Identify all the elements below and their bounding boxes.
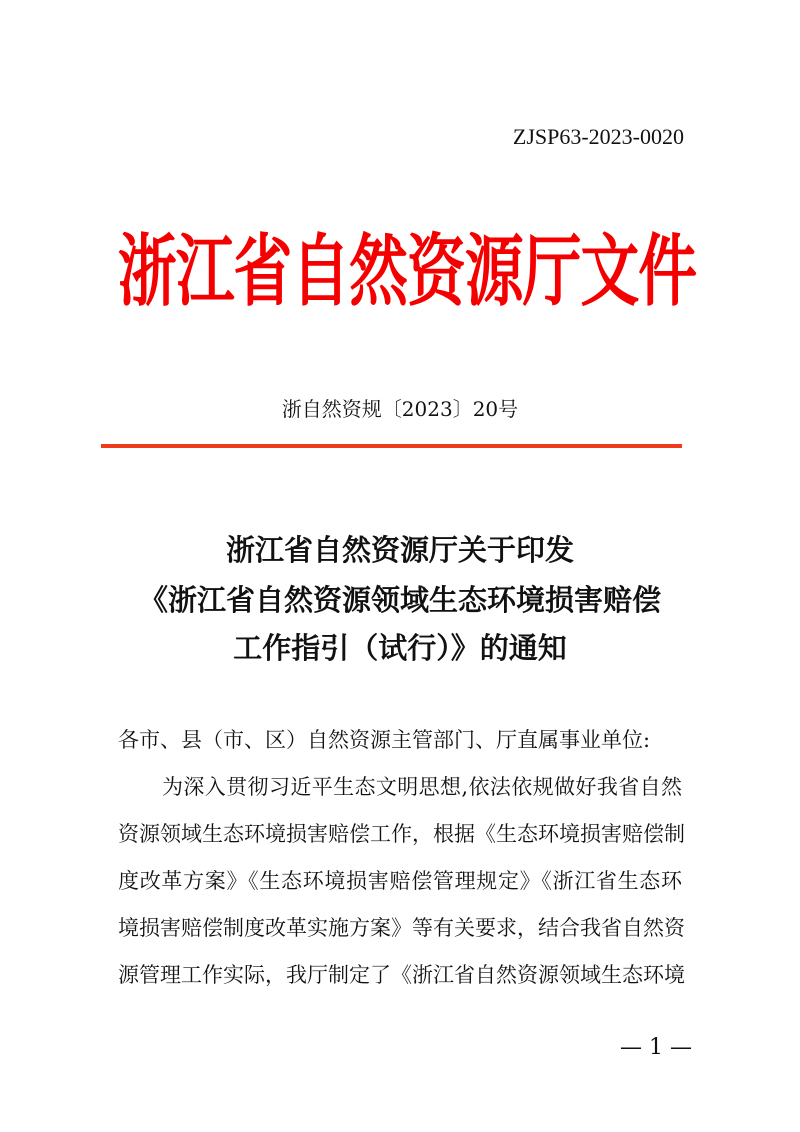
- page-number: — 1 —: [620, 1035, 692, 1060]
- document-number: 浙自然资规〔2023〕20号: [281, 397, 519, 421]
- body-line: 度改革方案》《生态环境损害赔偿管理规定》《浙江省生态环: [118, 869, 682, 893]
- body-line: 境损害赔偿制度改革实施方案》等有关要求，结合我省自然资: [118, 916, 685, 940]
- body-line: 源管理工作实际，我厅制定了《浙江省自然资源领域生态环境: [118, 963, 685, 987]
- body-line: 资源领域生态环境损害赔偿工作，根据《生态环境损害赔偿制: [118, 822, 685, 846]
- red-divider: [101, 444, 682, 448]
- salutation: 各市、县（市、区）自然资源主管部门、厅直属事业单位:: [118, 728, 651, 752]
- title-line-1: 浙江省自然资源厅关于印发: [225, 533, 574, 567]
- title-line-2: 《浙江省自然资源领域生态环境损害赔偿: [138, 583, 661, 617]
- body-line: 为深入贯彻习近平生态文明思想,依法依规做好我省自然: [162, 775, 682, 799]
- document-code: ZJSP63-2023-0020: [512, 124, 684, 149]
- masthead-title: [112, 222, 697, 322]
- masthead-text: 浙江省自然资源厅文件: [117, 226, 697, 318]
- title-line-3: 工作指引（试行）》的通知: [233, 631, 567, 665]
